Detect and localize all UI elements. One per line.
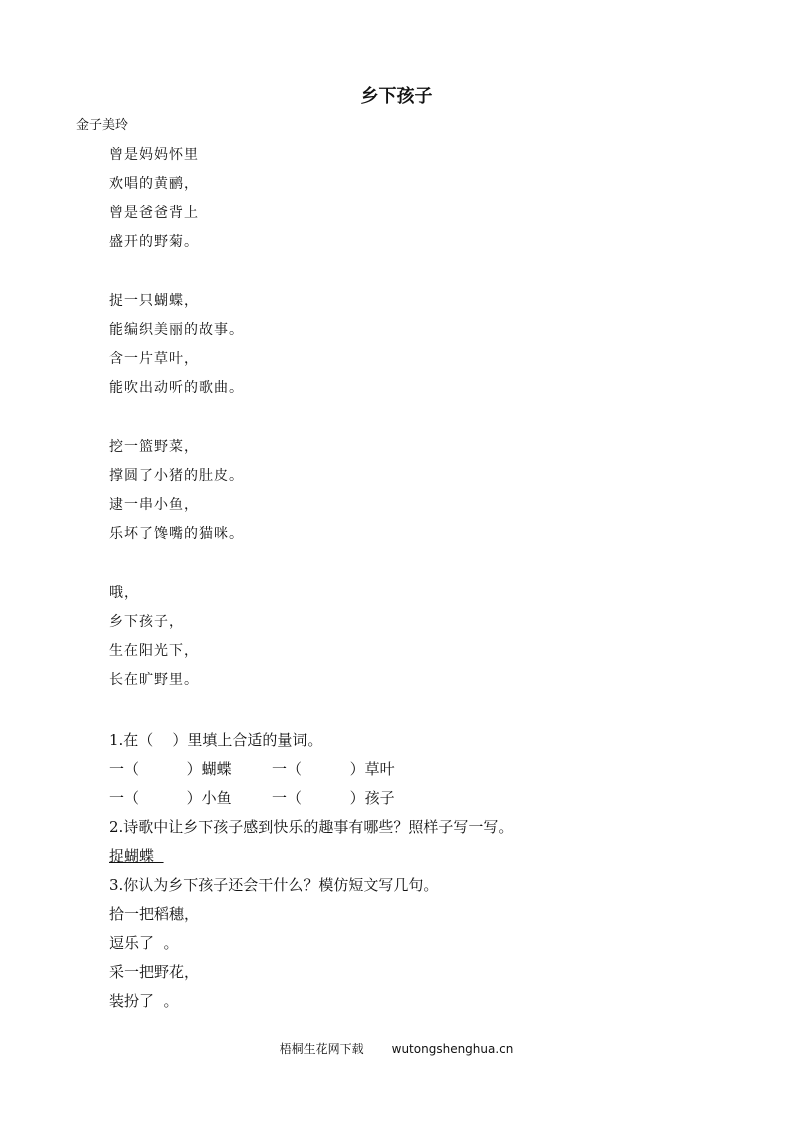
page-footer <box>0 1040 793 1057</box>
poem-line: 生在阳光下， <box>109 643 199 659</box>
poem-line: 乡下孩子， <box>109 614 184 630</box>
fill-blank-child[interactable]: 一（ ）孩子 <box>272 789 395 807</box>
page-title: 乡下孩子 <box>360 86 433 107</box>
poem-line: 逮一串小鱼， <box>109 497 199 513</box>
poem-line: 盛开的野菊。 <box>109 234 199 250</box>
poem-line: 捉一只蝴蝶， <box>109 293 199 309</box>
answer-line: 采一把野花， <box>109 963 200 981</box>
footer-site-link[interactable]: wutongshenghua.cn <box>391 1042 514 1056</box>
poem-line: 欢唱的黄鹂， <box>109 176 199 192</box>
poem-line: 能吹出动听的歌曲。 <box>109 380 244 396</box>
fill-blank-butterfly[interactable]: 一（ ）蝴蝶 <box>109 760 232 778</box>
author-name: 金子美玲 <box>76 118 129 133</box>
poem-line: 长在旷野里。 <box>109 672 199 688</box>
answer-line[interactable]: 逗乐了 。 <box>109 934 179 952</box>
poem-line: 乐坏了馋嘴的猫咪。 <box>109 526 244 542</box>
poem-line: 含一片草叶， <box>109 351 199 367</box>
question-2-prompt: 2.诗歌中让乡下孩子感到快乐的趣事有哪些？照样子写一写。 <box>109 818 514 836</box>
poem-line: 曾是妈妈怀里 <box>109 147 199 163</box>
answer-line: 拾一把稻穗， <box>109 905 200 923</box>
poem-line: 哦， <box>109 585 139 601</box>
poem-line: 挖一篮野菜， <box>109 439 199 455</box>
answer-line[interactable]: 装扮了 。 <box>109 992 179 1010</box>
poem-line: 曾是爸爸背上 <box>109 205 199 221</box>
question-1-prompt: 1.在（ ）里填上合适的量词。 <box>109 731 323 749</box>
fill-blank-fish[interactable]: 一（ ）小鱼 <box>109 789 232 807</box>
footer-text: 梧桐生花网下载 <box>279 1042 364 1056</box>
poem-line: 撑圆了小猪的肚皮。 <box>109 468 244 484</box>
question-3-prompt: 3.你认为乡下孩子还会干什么？模仿短文写几句。 <box>109 876 439 894</box>
question-2-example: 捉蝴蝶 <box>109 847 164 865</box>
poem-line: 能编织美丽的故事。 <box>109 322 244 338</box>
fill-blank-grass-leaf[interactable]: 一（ ）草叶 <box>272 760 395 778</box>
